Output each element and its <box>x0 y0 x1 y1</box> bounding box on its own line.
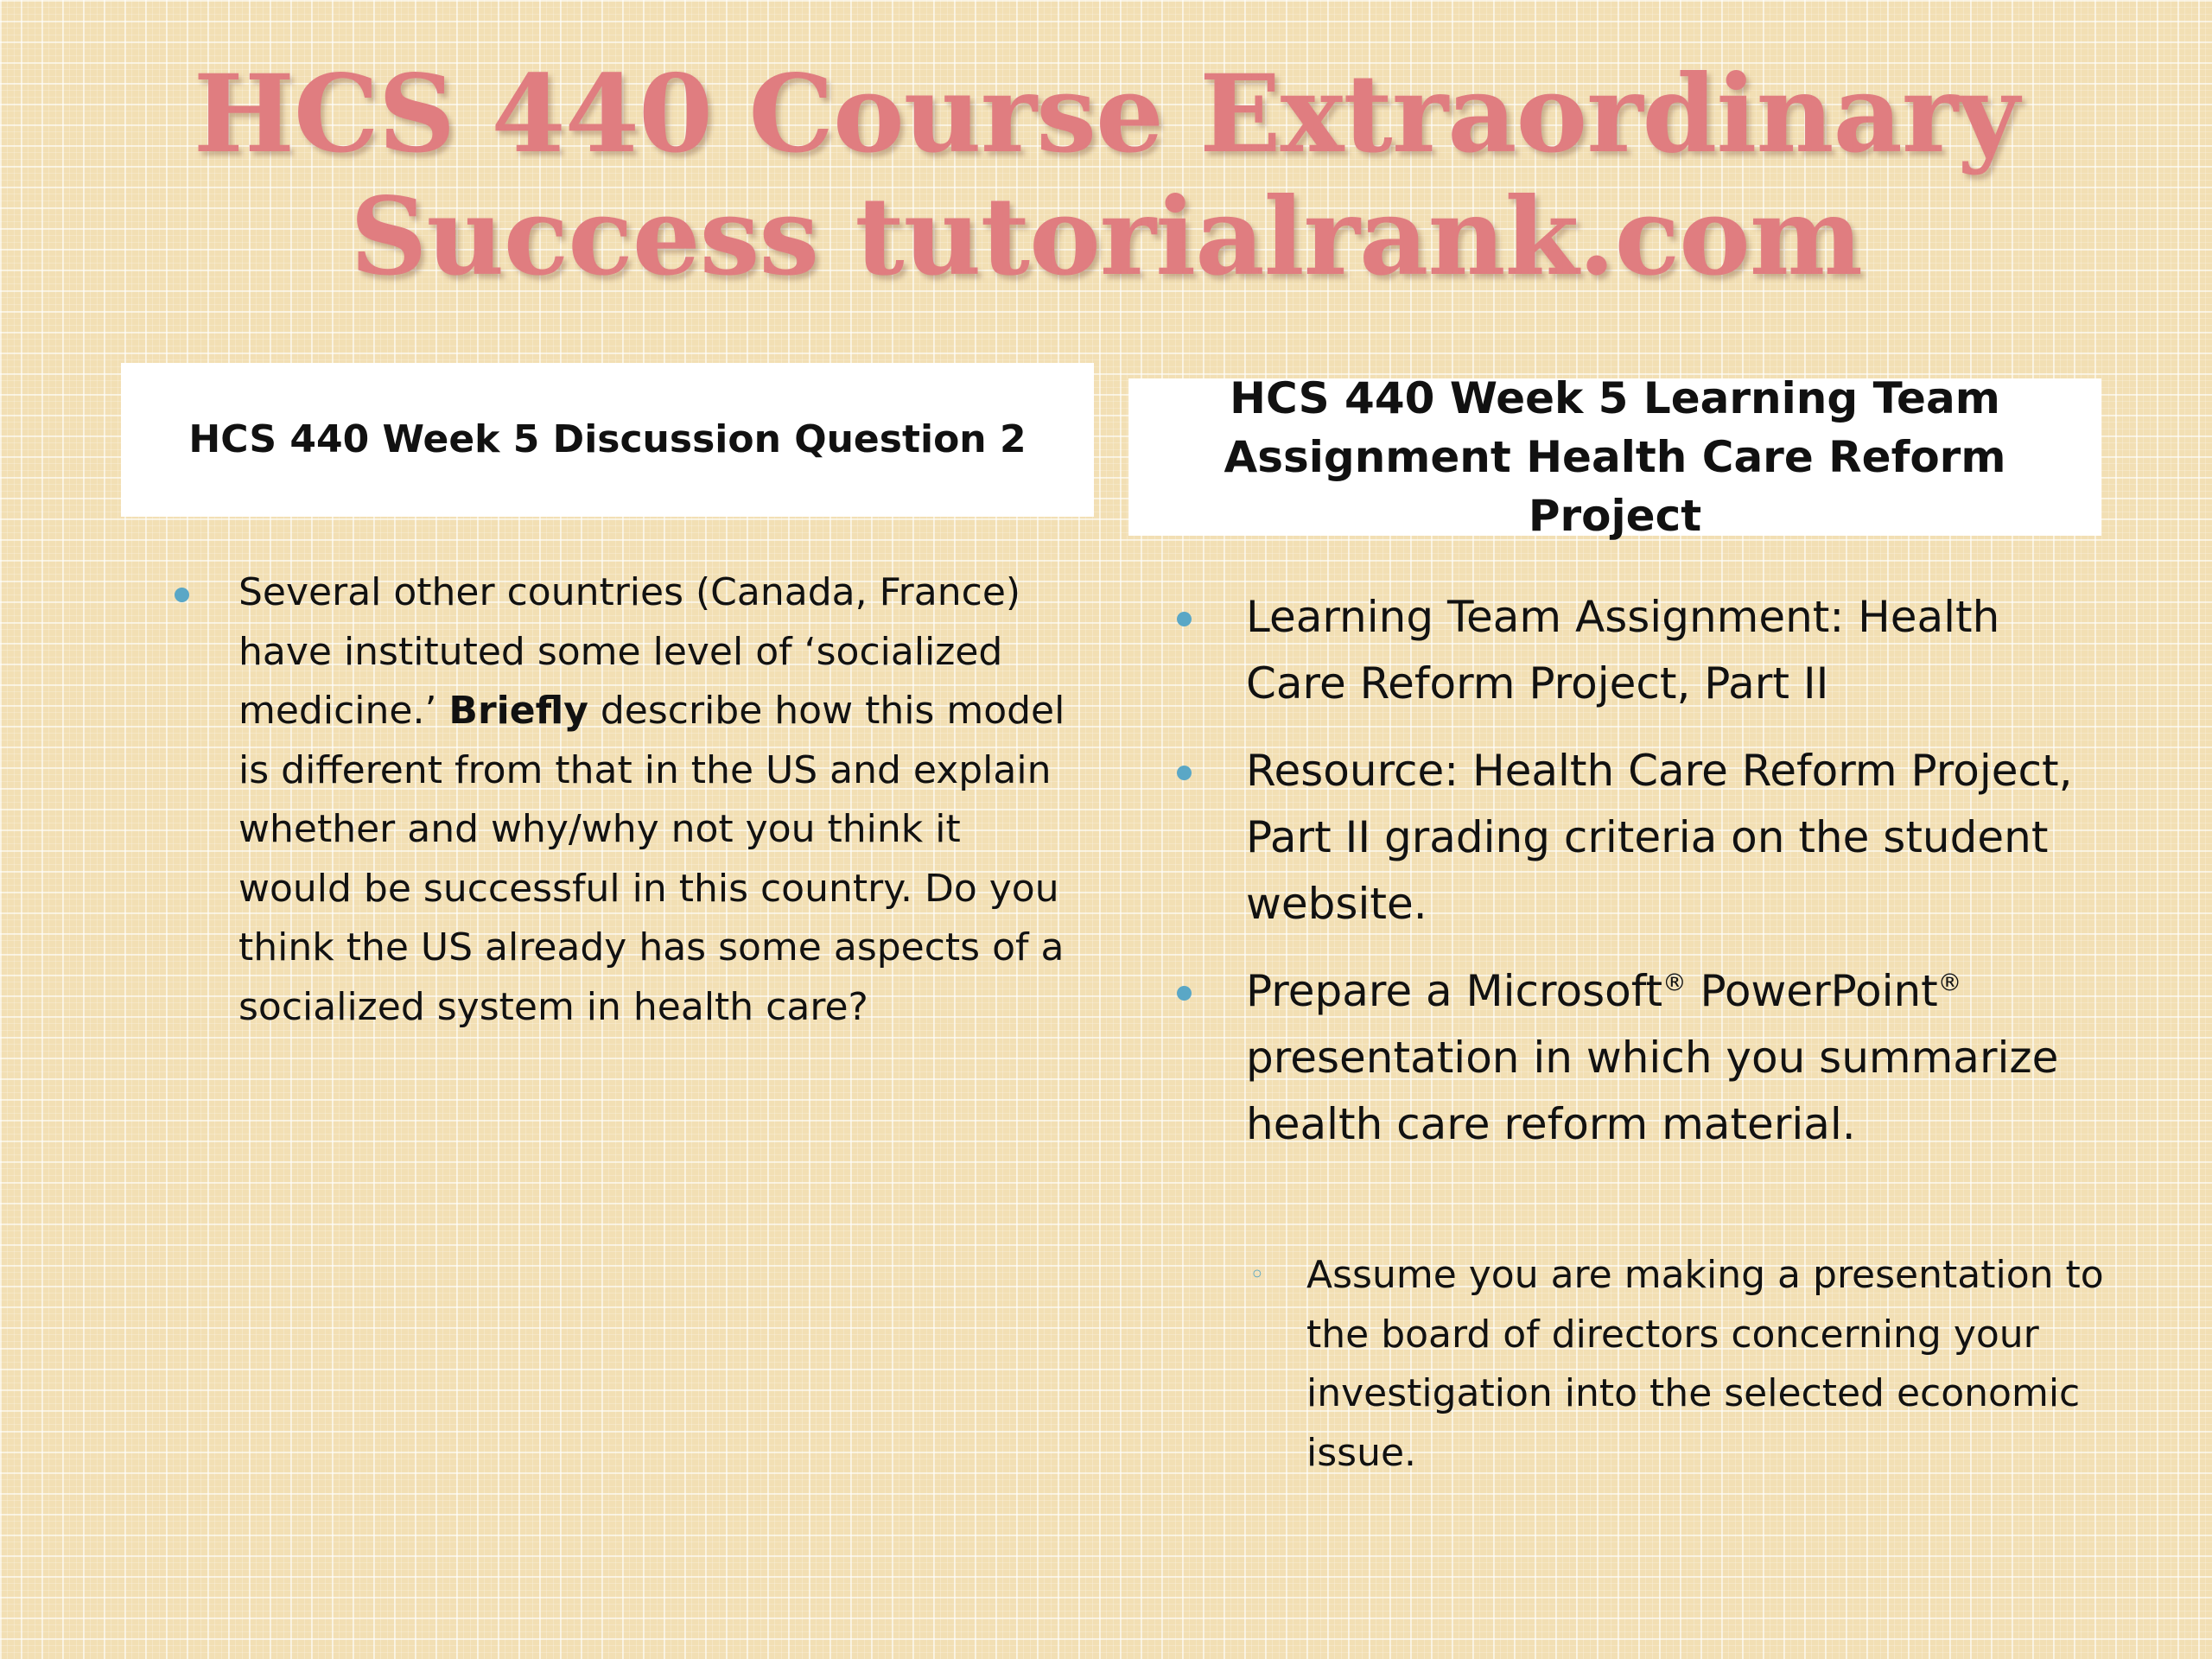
slide-title <box>0 54 2212 299</box>
discussion-bullet-bold: Briefly <box>448 689 588 733</box>
assignment-bullet-2-text: Resource: Health Care Reform Project, Part II grading criteria on the student website. <box>1246 746 2073 929</box>
assignment-bullet-3-text-2: PowerPoint <box>1686 966 1938 1016</box>
bullet-dot-icon <box>1177 612 1192 626</box>
discussion-bullet <box>169 563 1085 1037</box>
learning-team-header-text: HCS 440 Week 5 Learning Team Assignment Health Care Reform Project <box>1224 373 2006 541</box>
assignment-bullet-2 <box>1172 738 2105 938</box>
discussion-bullet-text-2: describe how this model is different from that in the US and explain whether and why/why not you think it would be successful in this country. Do you think the US already has some aspects of a socialized system in health care? <box>238 689 1065 1029</box>
assignment-bullet-3-text-3: presentation in which you summarize health care reform material. <box>1246 1033 2059 1149</box>
assignment-bullet-1-text: Learning Team Assignment: Health Care Reform Project, Part II <box>1246 592 2000 709</box>
slide-title-line-1: HCS 440 Course Extraordinary <box>193 52 2019 177</box>
bullet-dot-icon <box>1177 766 1192 780</box>
discussion-bullet-list <box>169 563 1085 1037</box>
assignment-sub-bullet-text: Assume you are making a presentation to the board of directors concerning your investigation into the selected economic issue. <box>1306 1253 2104 1475</box>
registered-mark: ® <box>1937 969 1962 997</box>
discussion-question-header-text: HCS 440 Week 5 Discussion Question 2 <box>188 417 1027 461</box>
bullet-dot-icon <box>175 588 189 602</box>
assignment-bullet-3 <box>1172 958 2105 1158</box>
assignment-bullet-1 <box>1172 584 2105 717</box>
registered-mark: ® <box>1662 969 1687 997</box>
discussion-question-header <box>121 363 1094 517</box>
bullet-dot-icon <box>1177 986 1192 1001</box>
assignment-sub-list <box>1249 1246 2113 1483</box>
assignment-bullet-3-text-1: Prepare a Microsoft <box>1246 966 1663 1016</box>
discussion-bullet-text-1: Several other countries (Canada, France) have instituted some level of ‘socialized medicine.’ <box>238 570 1021 733</box>
learning-team-header <box>1128 373 2101 541</box>
hollow-circle-bullet-icon: ◦ <box>1249 1260 1265 1290</box>
slide-title-line-2: Success tutorialrank.com <box>349 175 1863 300</box>
assignment-sub-bullet <box>1249 1246 2113 1483</box>
assignment-bullet-list <box>1172 584 2105 1179</box>
